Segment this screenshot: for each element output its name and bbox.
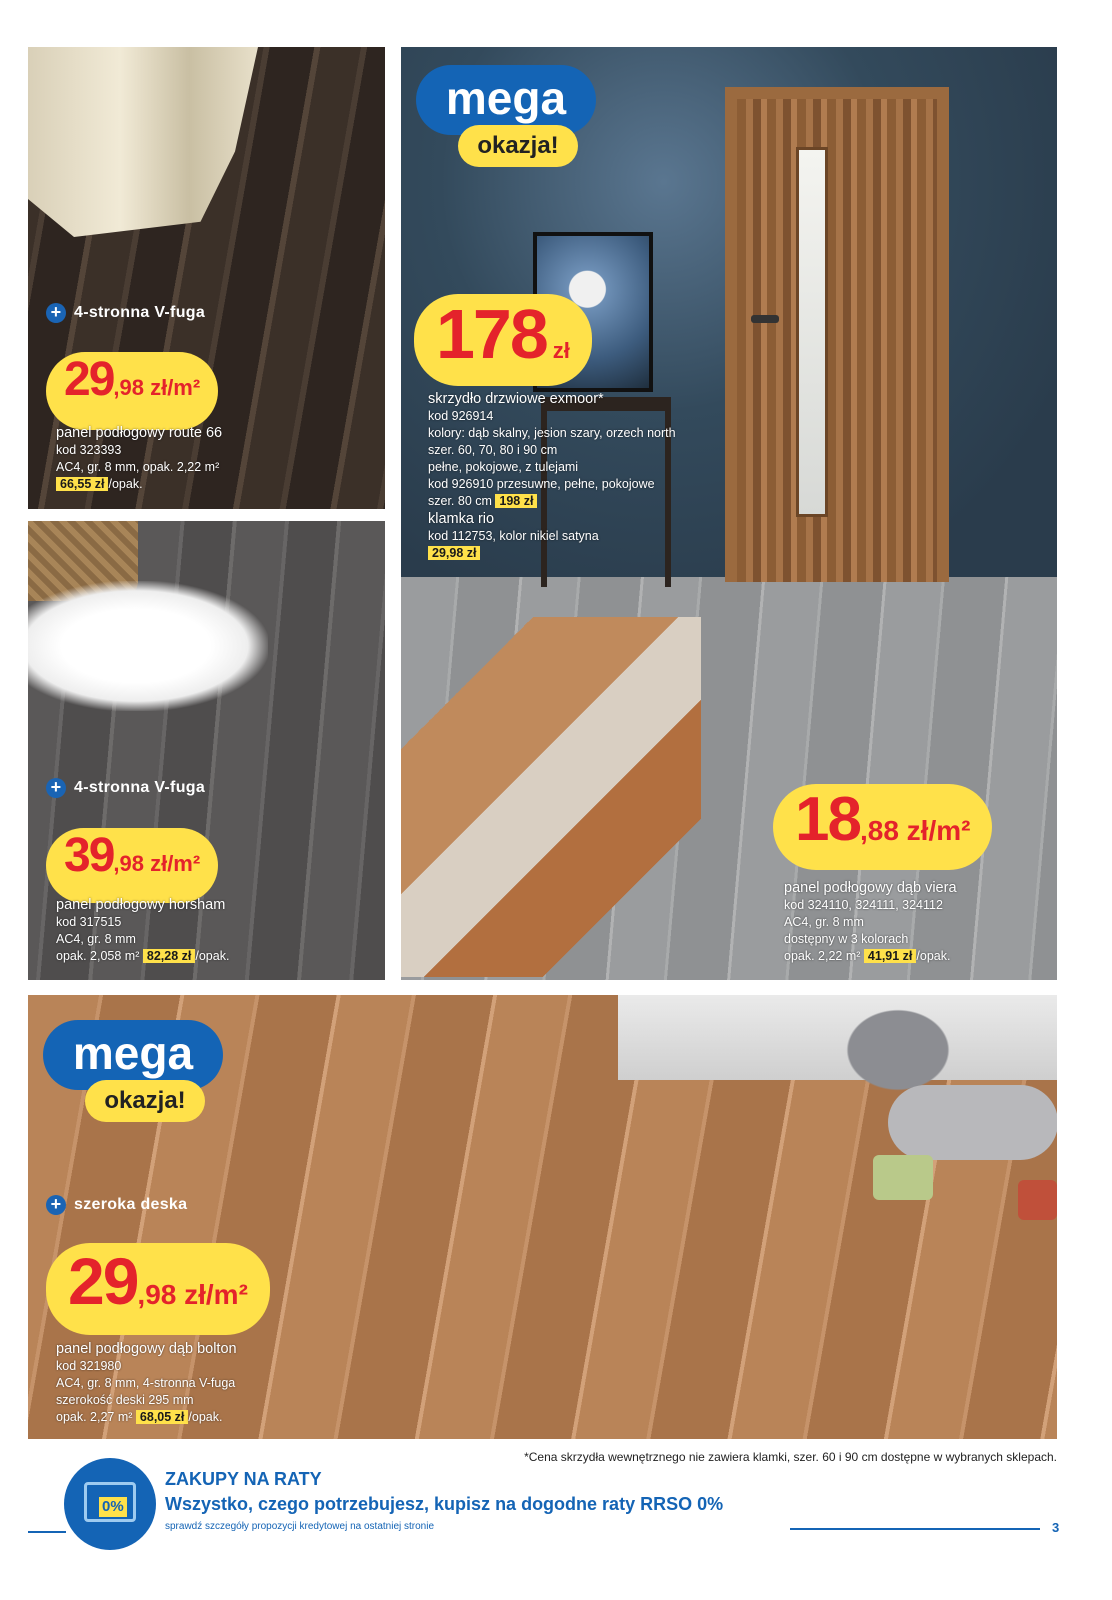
plus-icon: + xyxy=(46,303,66,323)
footer-line-right xyxy=(790,1528,1040,1530)
footer-title: ZAKUPY NA RATY xyxy=(165,1469,322,1489)
credit-card-icon xyxy=(84,1482,136,1522)
product-info: panel podłogowy horsham kod 317515 AC4, gr. 8 mm opak. 2,058 m² 82,28 zł /opak. xyxy=(56,897,230,963)
footer-subtitle: Wszystko, czego potrzebujesz, kupisz na dogodne raty RRSO 0% xyxy=(165,1494,724,1514)
price-badge: 29 ,98 zł/m² xyxy=(46,352,218,430)
pack-price: 68,05 zł xyxy=(136,1410,188,1424)
mega-okazja-badge: mega okazja! xyxy=(416,65,596,175)
door-image xyxy=(737,99,937,582)
cushion-image xyxy=(888,1085,1057,1160)
price-badge: 29 ,98 zł/m² xyxy=(46,1243,270,1335)
plus-icon: + xyxy=(46,778,66,798)
pack-price: 41,91 zł xyxy=(864,949,916,963)
toy-truck2-image xyxy=(1018,1180,1057,1220)
panel-planks-image xyxy=(401,617,701,977)
pack-price: 82,28 zł xyxy=(143,949,195,963)
footer-line-left xyxy=(28,1531,66,1533)
page-number: 3 xyxy=(1052,1520,1060,1535)
price-tag-handle: 29,98 zł xyxy=(428,546,480,560)
door-glass xyxy=(796,147,828,517)
footnote: *Cena skrzydła wewnętrznego nie zawiera klamki, szer. 60 i 90 cm dostępne w wybranych sklepach. xyxy=(524,1450,1057,1464)
pack-price: 66,55 zł xyxy=(56,477,108,491)
product-info: skrzydło drzwiowe exmoor* kod 926914 kolory: dąb skalny, jesion szary, orzech north szer. 60, 70, 80 i 90 cm pełne, pokojowe, z tulejami kod 926910 przesuwne, pełne, pokojowe szer. 80 cm 198 zł klamka rio kod 112753, kolor nikiel satyna 29,98 zł xyxy=(428,391,676,560)
fur-rug-image xyxy=(28,581,268,711)
price-tag-sliding: 198 zł xyxy=(495,494,537,508)
feature-label: + 4-stronna V-fuga xyxy=(46,303,205,323)
product-panel-bolton xyxy=(28,995,1057,1439)
price-badge: 178 zł xyxy=(414,294,592,386)
product-info: panel podłogowy route 66 kod 323393 AC4, gr. 8 mm, opak. 2,22 m² 66,55 zł /opak. xyxy=(56,425,223,491)
toy-truck-image xyxy=(873,1155,933,1200)
product-panel-horsham xyxy=(28,521,385,980)
feature-label: + 4-stronna V-fuga xyxy=(46,778,205,798)
product-panel-door xyxy=(401,47,1057,980)
price-badge-viera: 18 ,88 zł/m² xyxy=(773,784,992,870)
installment-icon-circle xyxy=(64,1458,156,1550)
zero-percent-badge: 0% xyxy=(99,1497,127,1517)
product-info: panel podłogowy dąb bolton kod 321980 AC4, gr. 8 mm, 4-stronna V-fuga szerokość deski 295 mm opak. 2,27 m² 68,05 zł /opak. xyxy=(56,1341,237,1424)
price-badge: 39 ,98 zł/m² xyxy=(46,828,218,903)
mega-okazja-badge: mega okazja! xyxy=(43,1020,223,1130)
feature-label: + szeroka deska xyxy=(46,1195,187,1215)
plus-icon: + xyxy=(46,1195,66,1215)
product-info-viera: panel podłogowy dąb viera kod 324110, 324111, 324112 AC4, gr. 8 mm dostępny w 3 kolorach opak. 2,22 m² 41,91 zł /opak. xyxy=(784,880,957,963)
product-panel-route66 xyxy=(28,47,385,509)
door-handle-image xyxy=(751,315,779,323)
footer-note: sprawdź szczegóły propozycji kredytowej na ostatniej stronie xyxy=(165,1521,435,1532)
